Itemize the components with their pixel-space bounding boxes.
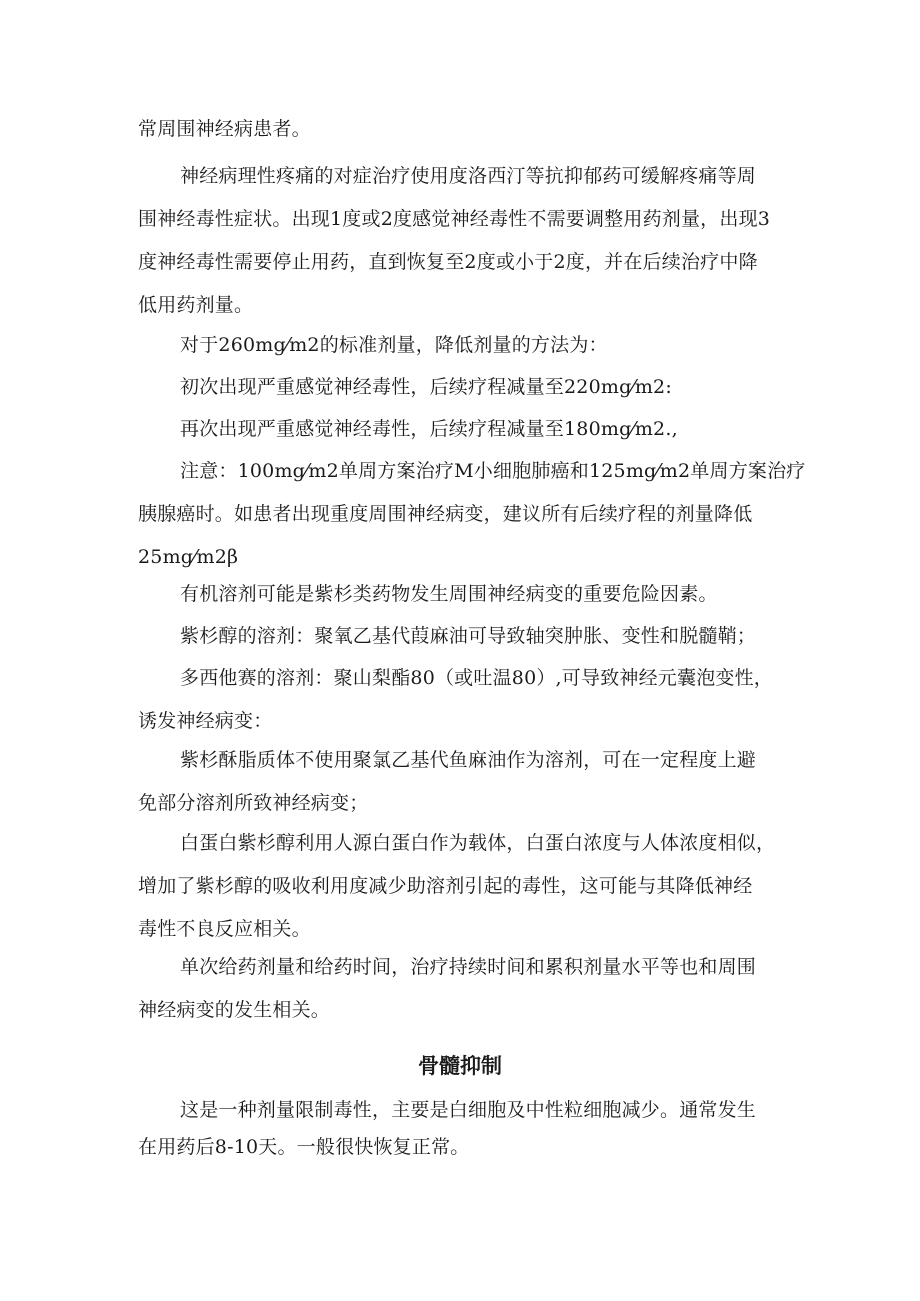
text-line: 胰腺癌时。如患者出现重度周围神经病变，建议所有后续疗程的剂量降低 [138, 503, 753, 525]
paragraph-first-occurrence [180, 366, 830, 409]
text-line: 有机溶剂可能是紫杉类药物发生周围神经病变的重要危险因素。 [180, 583, 718, 605]
text-line: 低用药剂量。 [138, 294, 254, 316]
text-line: 神经病变的发生相关。 [138, 999, 331, 1021]
text-line: 对于260mg⁄m2的标准剂量，降低剂量的方法为： [180, 334, 608, 356]
text-line: 紫杉酥脂质体不使用聚氯乙基代鱼麻油作为溶剂，可在一定程度上避 [180, 749, 757, 771]
text-line: 初次出现严重感觉神经毒性，后续疗程减量至220mg⁄m2: [180, 376, 672, 398]
text-line: 常周围神经病患者。 [138, 118, 311, 140]
section-heading: 骨髓抑制 [418, 1054, 502, 1078]
text-line: 多西他赛的溶剂：聚山梨酯80（或吐温80）,可导致神经元囊泡变性， [180, 667, 773, 689]
paragraph-paclitaxel-solvent [180, 615, 830, 658]
text-line: 紫杉醇的溶剂：聚氧乙基代葭麻油可导致轴突肿胀、变性和脱髓鞘； [180, 625, 757, 647]
paragraph-dose-timing [138, 946, 788, 1032]
paragraph-docetaxel-solvent [138, 657, 788, 743]
text-line: 注意：100mg⁄m2单周方案治疗M小细胞肺癌和125mg⁄m2单周方案治疗 [180, 460, 806, 482]
paragraph-liposome [138, 739, 788, 825]
paragraph-solvent-risk [180, 573, 830, 616]
text-line: 神经病理性疼痛的对症治疗使用度洛西汀等抗抑郁药可缓解疼痛等周 [180, 165, 757, 187]
paragraph-second-occurrence [180, 408, 830, 451]
text-line: 再次出现严重感觉神经毒性，后续疗程减量至180mg⁄m2., [180, 418, 678, 440]
paragraph-dose-reduction-intro [180, 324, 830, 367]
text-line: 围神经毒性症状。出现1度或2度感觉神经毒性不需要调整用药剂量，出现3 [138, 208, 771, 230]
paragraph-symptom-treatment [138, 155, 788, 327]
text-line: 度神经毒性需要停止用药，直到恢复至2度或小于2度，并在后续治疗中降 [138, 251, 758, 273]
text-line: 诱发神经病变： [138, 710, 273, 732]
text-line: 单次给药剂量和给药时间，治疗持续时间和累积剂量水平等也和周围 [180, 956, 757, 978]
text-line: 在用药后8-10天。一般很快恢复正常。 [138, 1136, 470, 1158]
paragraph-bone-marrow [138, 1092, 788, 1166]
text-line: 毒性不良反应相关。 [138, 918, 311, 940]
text-line: 25mg⁄m2β [138, 546, 239, 568]
text-line: 免部分溶剂所致神经病变； [138, 792, 369, 814]
paragraph-note [138, 450, 806, 579]
text-line: 增加了紫杉醇的吸收利用度减少助溶剂引起的毒性，这可能与其降低神经 [138, 875, 753, 897]
paragraph-intro [138, 108, 788, 151]
text-line: 这是一种剂量限制毒性，主要是白细胞及中性粒细胞减少。通常发生 [180, 1099, 757, 1121]
text-line: 白蛋白紫杉醇利用人源白蛋白作为载体，白蛋白浓度与人体浓度相似， [180, 832, 776, 854]
paragraph-albumin [138, 822, 788, 951]
